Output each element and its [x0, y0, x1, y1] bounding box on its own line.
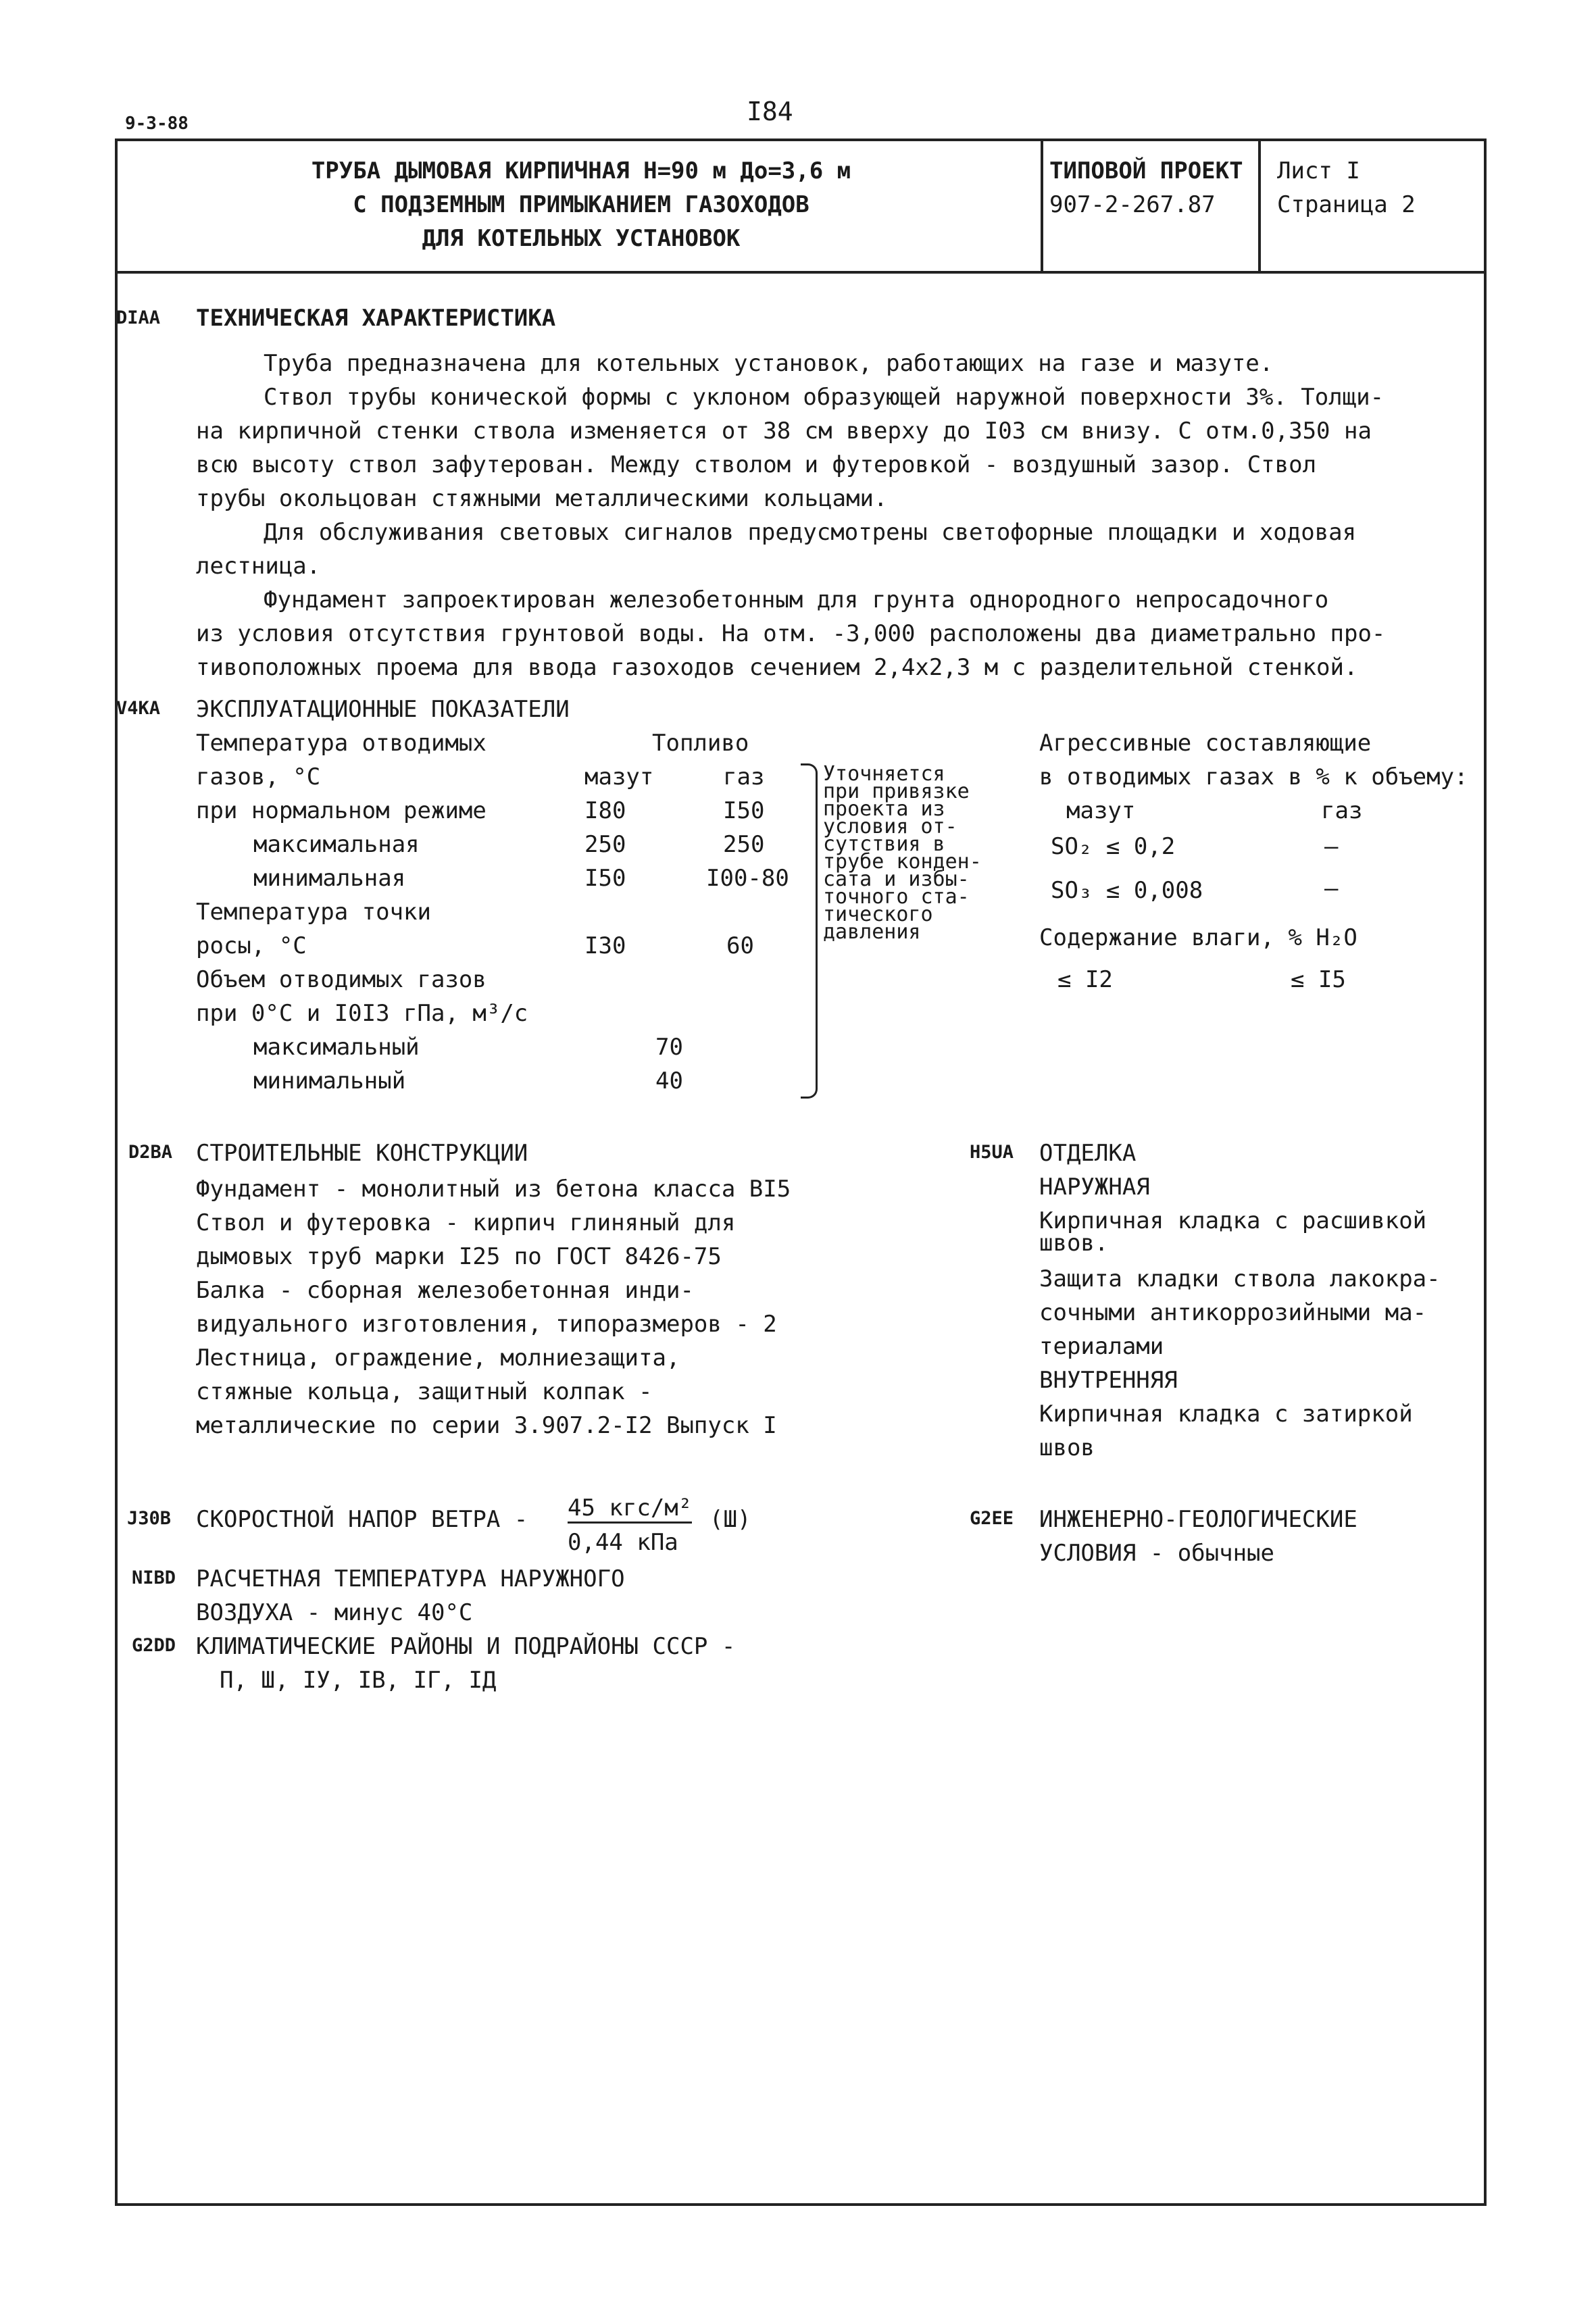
climate-line-2: П, Ш, IУ, IВ, IГ, IД — [220, 1667, 497, 1694]
dew-gas: 60 — [726, 932, 754, 959]
row-min-label: минимальная — [253, 865, 406, 892]
constr-line-6: Лестница, ограждение, молниезащита, — [196, 1344, 680, 1372]
note-line-10: давления — [823, 920, 921, 944]
tech-line-10: тивоположных проема для ввода газоходов сечением 2,4х2,3 м с разделительной стенкой. — [196, 654, 1358, 681]
dew-label-1: Температура точки — [196, 899, 431, 926]
finish-outer-line-1: Кирпичная кладка с расшивкой — [1039, 1207, 1427, 1234]
tech-line-3: на кирпичной стенки ствола изменяется от 38 см вверху до I03 см внизу. С отм.0,350 на — [196, 418, 1372, 445]
section-code-climate: G2DD — [132, 1635, 176, 1656]
aggr-col-mazut: мазут — [1066, 797, 1136, 824]
constr-line-7: стяжные кольца, защитный колпак - — [196, 1378, 653, 1405]
so2-gas: — — [1324, 833, 1339, 860]
project-label: ТИПОВОЙ ПРОЕКТ — [1049, 157, 1243, 184]
section-code-ops: V4KA — [116, 698, 161, 719]
doc-title-line-2: С ПОДЗЕМНЫМ ПРИМЫКАНИЕМ ГАЗОХОДОВ — [353, 191, 809, 218]
dew-label-2: росы, °С — [196, 932, 307, 959]
note-line-6: трубе конден- — [823, 850, 982, 874]
row-max-gas: 250 — [723, 831, 765, 858]
constr-line-1: Фундамент - монолитный из бетона класса BI5 — [196, 1176, 791, 1203]
so3-value: SO₃ ≤ 0,008 — [1051, 877, 1203, 904]
tech-line-2: Ствол трубы конической формы с уклоном образующей наружной поверхности 3%. Толщи- — [264, 384, 1385, 411]
geo-line-2: УСЛОВИЯ - обычные — [1039, 1540, 1274, 1567]
vol-max-value: 70 — [655, 1034, 683, 1061]
moisture-label: Содержание влаги, % Н₂О — [1039, 924, 1357, 951]
section-heading-ops: ЭКСПЛУАТАЦИОННЫЕ ПОКАЗАТЕЛИ — [196, 696, 570, 723]
col-mazut: мазут — [584, 763, 654, 790]
project-number: 907-2-267.87 — [1049, 191, 1216, 218]
constr-line-3: дымовых труб марки I25 по ГОСТ 8426-75 — [196, 1243, 722, 1270]
note-line-9: тического — [823, 903, 933, 926]
finish-protect-line-1: Защита кладки ствола лакокра- — [1039, 1265, 1441, 1292]
tech-line-5: трубы окольцован стяжными металлическими кольцами. — [196, 485, 888, 512]
section-code-tech: DIAA — [116, 307, 161, 328]
tech-line-9: из условия отсутствия грунтовой воды. На отм. -3,000 расположены два диаметрально про- — [196, 620, 1386, 647]
section-heading-tech: ТЕХНИЧЕСКАЯ ХАРАКТЕРИСТИКА — [196, 305, 556, 332]
finish-protect-line-2: сочными антикоррозийными ма- — [1039, 1299, 1427, 1326]
note-line-1: Уточняется — [823, 762, 945, 786]
col-gas: газ — [723, 763, 765, 790]
aggr-label-1: Агрессивные составляющие — [1039, 730, 1372, 757]
page-number: I84 — [747, 97, 793, 126]
vol-max-label: максимальный — [253, 1034, 420, 1061]
doc-title-line-1: ТРУБА ДЫМОВАЯ КИРПИЧНАЯ Н=90 м До=3,6 м — [311, 157, 851, 184]
wind-numerator — [568, 1491, 692, 1525]
row-min-mazut: I50 — [584, 865, 626, 892]
series-ref: 9-3-88 — [125, 114, 189, 134]
tech-line-4: всю высоту ствол зафутерован. Между стволом и футеровкой - воздушный зазор. Ствол — [196, 451, 1317, 478]
aggr-label-2: в отводимых газах в % к объему: — [1039, 763, 1468, 790]
row-max-mazut: 250 — [584, 831, 626, 858]
finish-inner-line-2: швов — [1039, 1434, 1095, 1461]
dew-mazut: I30 — [584, 932, 626, 959]
row-max-label: максимальная — [253, 831, 420, 858]
note-line-7: сата и избы- — [823, 867, 970, 891]
note-line-3: проекта из — [823, 797, 945, 821]
climate-line-1: КЛИМАТИЧЕСКИЕ РАЙОНЫ И ПОДРАЙОНЫ СССР - — [196, 1633, 736, 1660]
note-line-5: сутствия в — [823, 832, 945, 856]
note-brace — [801, 763, 818, 1099]
finish-inner-heading: ВНУТРЕННЯЯ — [1039, 1367, 1178, 1394]
wind-region: (Ш) — [709, 1506, 751, 1533]
finish-outer-heading: НАРУЖНАЯ — [1039, 1174, 1150, 1201]
section-code-wind: J30B — [127, 1508, 172, 1529]
note-line-8: точного ста- — [823, 885, 970, 909]
wind-label: СКОРОСТНОЙ НАПОР ВЕТРА - — [196, 1506, 528, 1533]
row-normal-mazut: I80 — [584, 797, 626, 824]
aggr-col-gas: газ — [1321, 797, 1363, 824]
title-divider-1 — [1041, 139, 1043, 274]
finish-inner-line-1: Кирпичная кладка с затиркой — [1039, 1401, 1413, 1428]
vol-min-label: минимальный — [253, 1067, 406, 1095]
airtemp-line-2: ВОЗДУХА - минус 40°С — [196, 1599, 473, 1626]
tech-line-8: Фундамент запроектирован железобетонным для грунта однородного непросадочного — [264, 586, 1329, 613]
finish-protect-line-3: териалами — [1039, 1333, 1164, 1360]
row-normal-label: при нормальном режиме — [196, 797, 487, 824]
fuel-header: Топливо — [652, 730, 749, 757]
temp-label-1: Температура отводимых — [196, 730, 487, 757]
geo-line-1: ИНЖЕНЕРНО-ГЕОЛОГИЧЕСКИЕ — [1039, 1506, 1357, 1533]
wind-denominator: 0,44 кПа — [568, 1529, 678, 1556]
constr-line-5: видуального изготовления, типоразмеров - 2 — [196, 1311, 777, 1338]
finish-outer-line-2: швов. — [1039, 1230, 1109, 1257]
tech-line-7: лестница. — [196, 553, 321, 580]
note-line-2: при привязке — [823, 780, 970, 803]
moisture-gas: ≤ I5 — [1291, 966, 1346, 993]
airtemp-line-1: РАСЧЕТНАЯ ТЕМПЕРАТУРА НАРУЖНОГО — [196, 1565, 625, 1592]
constr-line-8: металлические по серии 3.907.2-I2 Выпуск I — [196, 1412, 777, 1439]
vol-label-2: при 0°С и I0I3 гПа, м³/с — [196, 1000, 528, 1027]
so3-gas: — — [1324, 875, 1339, 902]
page-of-sheet: Страница 2 — [1277, 191, 1416, 218]
tech-line-6: Для обслуживания световых сигналов предусмотрены светофорные площадки и ходовая — [264, 519, 1357, 546]
note-block — [823, 762, 982, 944]
wind-numerator-text: 45 кгс/м² — [568, 1494, 692, 1524]
sheet-number: Лист I — [1277, 157, 1360, 184]
vol-min-value: 40 — [655, 1067, 683, 1095]
row-min-gas: I00-80 — [706, 865, 789, 892]
section-code-airtemp: NIBD — [132, 1567, 176, 1588]
tech-line-1: Труба предназначена для котельных установок, работающих на газе и мазуте. — [264, 350, 1274, 377]
moisture-mazut: ≤ I2 — [1057, 966, 1113, 993]
vol-label-1: Объем отводимых газов — [196, 966, 487, 993]
row-normal-gas: I50 — [723, 797, 765, 824]
doc-title-line-3: ДЛЯ КОТЕЛЬНЫХ УСТАНОВОК — [422, 225, 741, 252]
section-code-constr: D2BA — [128, 1142, 173, 1163]
so2-value: SO₂ ≤ 0,2 — [1051, 833, 1176, 860]
temp-label-2: газов, °С — [196, 763, 321, 790]
constr-line-2: Ствол и футеровка - кирпич глиняный для — [196, 1209, 736, 1236]
section-heading-constr: СТРОИТЕЛЬНЫЕ КОНСТРУКЦИИ — [196, 1140, 528, 1167]
note-line-4: условия от- — [823, 815, 957, 838]
title-divider-2 — [1258, 139, 1261, 274]
section-code-finish: H5UA — [970, 1142, 1014, 1163]
section-code-geo: G2EE — [970, 1508, 1014, 1529]
section-heading-finish: ОТДЕЛКА — [1039, 1140, 1137, 1167]
constr-line-4: Балка - сборная железобетонная инди- — [196, 1277, 694, 1304]
